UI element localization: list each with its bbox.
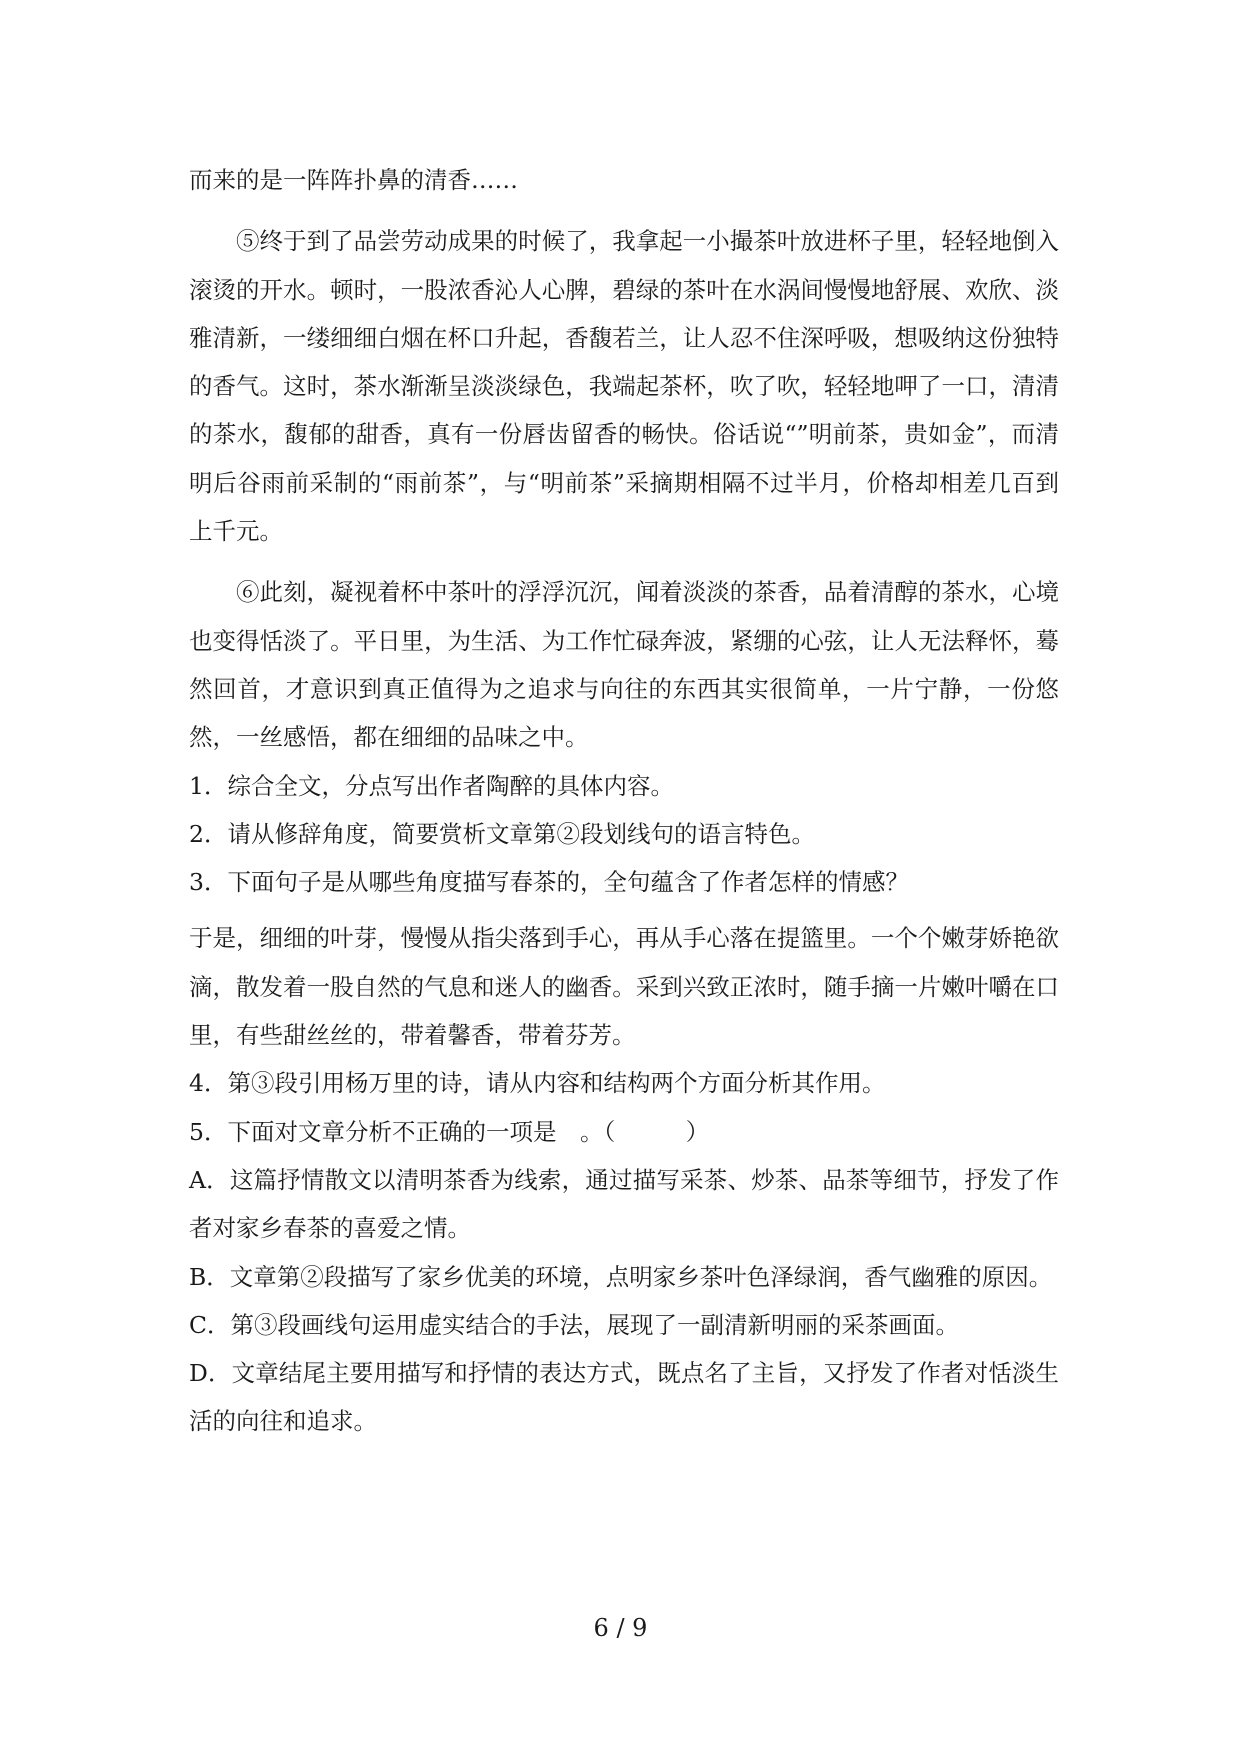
paragraph-5: ⑤终于到了品尝劳动成果的时候了，我拿起一小撮茶叶放进杯子里，轻轻地倒入滚烫的开水。顿时，一股浓香沁人心脾，碧绿的茶叶在水涡间慢慢地舒展、欢欣、淡雅清新，一缕细细白烟在杯口升起，香馥若兰，让人忍不住深呼吸，想吸纳这份独特的香气。这时，茶水渐渐呈淡淡绿色，我端起茶杯，吹了吹，轻轻地呷了一口，清清的茶水，馥郁的甜香，真有一份唇齿留香的畅快。俗话说“”明前茶，贵如金”，而清明后谷雨前采制的“雨前茶”，与“明前茶”采摘期相隔不过半月，价格却相差几百到上千元。 [189, 227, 1059, 546]
option-c: C．第③段画线句运用虚实结合的手法，展现了一副清新明丽的采茶画面。 [189, 1310, 959, 1339]
paragraph-6: ⑥此刻，凝视着杯中茶叶的浮浮沉沉，闻着淡淡的茶香，品着清醇的茶水，心境也变得恬淡了。平日里，为生活、为工作忙碌奔波，紧绷的心弦，让人无法释怀，蓦然回首，才意识到真正值得为之追求与向往的东西其实很简单，一片宁静，一份悠然，一丝感悟，都在细细的品味之中。 [189, 578, 1059, 752]
option-d: D．文章结尾主要用描写和抒情的表达方式，既点名了主旨，又抒发了作者对恬淡生活的向往和追求。 [189, 1359, 1059, 1436]
question-3: 3．下面句子是从哪些角度描写春茶的，全句蕴含了作者怎样的情感？ [189, 868, 909, 897]
question-2: 2．请从修辞角度，简要赏析文章第②段划线句的语言特色。 [189, 819, 815, 848]
page-number: 6 / 9 [593, 1614, 648, 1642]
paragraph-intro-tail: 而来的是一阵阵扑鼻的清香…… [189, 166, 518, 194]
question-3-quote: 于是，细细的叶芽，慢慢从指尖落到手心，再从手心落在提篮里。一个个嫩芽娇艳欲滴，散发着一股自然的气息和迷人的幽香。采到兴致正浓时，随手摘一片嫩叶嚼在口里，有些甜丝丝的，带着馨香，带着芬芳。 [189, 924, 1059, 1050]
option-a: A．这篇抒情散文以清明茶香为线索，通过描写采茶、炒茶、品茶等细节，抒发了作者对家乡春茶的喜爱之情。 [189, 1165, 1059, 1243]
question-5: 5．下面对文章分析不正确的一项是 。（ ） [189, 1117, 710, 1146]
option-b: B．文章第②段描写了家乡优美的环境，点明家乡茶叶色泽绿润，香气幽雅的原因。 [189, 1262, 1053, 1291]
page-content [189, 156, 1059, 1446]
question-1: 1．综合全文，分点写出作者陶醉的具体内容。 [189, 771, 674, 800]
question-4: 4．第③段引用杨万里的诗，请从内容和结构两个方面分析其作用。 [189, 1069, 886, 1098]
